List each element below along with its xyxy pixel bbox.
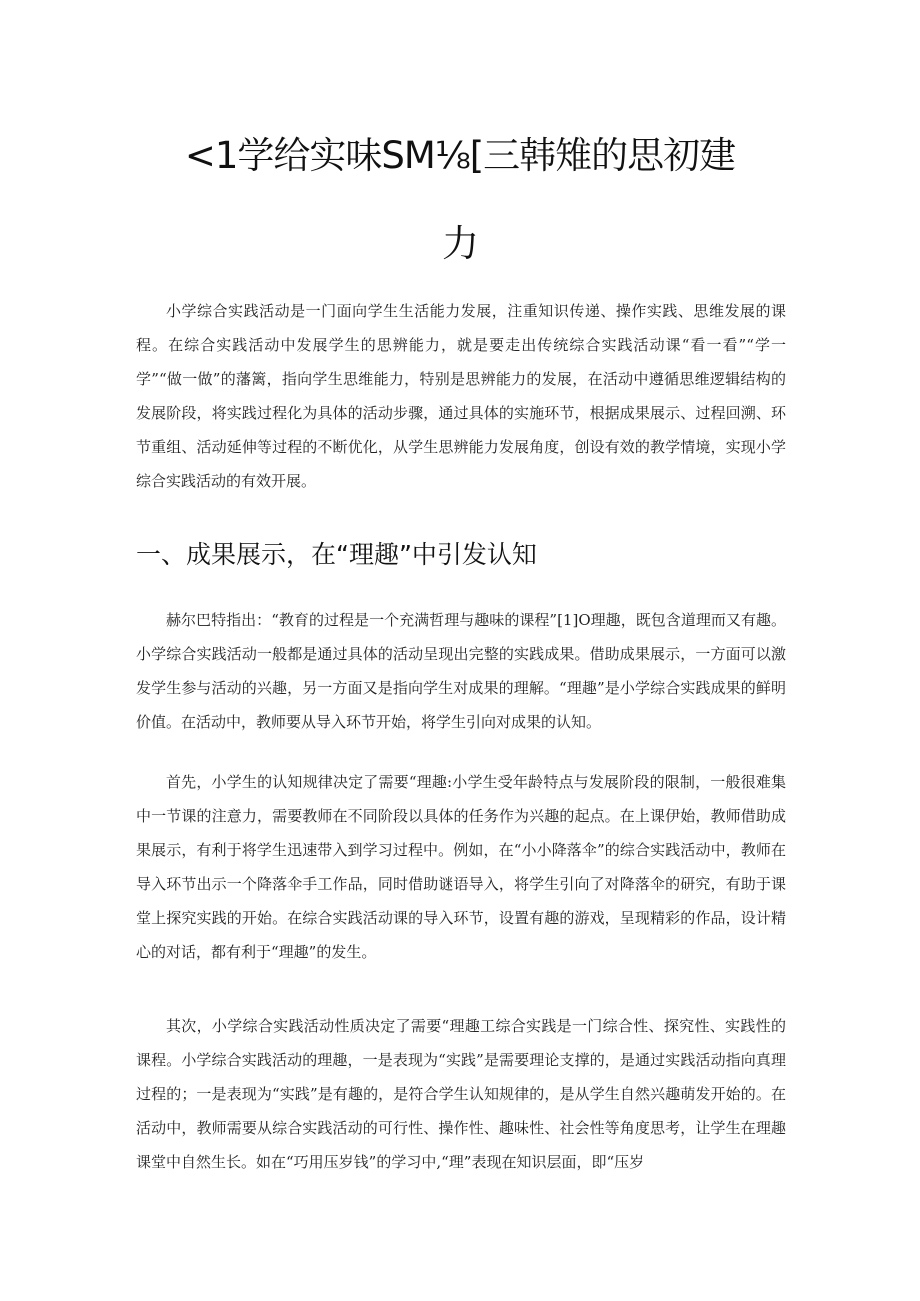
document-title-line-2: 力 xyxy=(442,222,478,265)
section-1-paragraph-2: 首先，小学生的认知规律决定了需要“理趣:小学生受年龄特点与发展阶段的限制，一般很难集中一节课的注意力，需要教师在不同阶段以具体的任务作为兴趣的起点。在上课伊始，教师借助成果展示，有利于将学生迅速带入到学习过程中。例如，在“小小降落伞”的综合实践活动中，教师在导入环节出示一个降落伞手工作品，同时借助谜语导入，将学生引向了对降落伞的研究，有助于课堂上探究实践的开始。在综合实践活动课的导入环节，设置有趣的游戏，呈现精彩的作品，设计精心的对话，都有利于“理趣”的发生。 xyxy=(136,773,786,961)
document-title-line-1: <1学给实味SM⅛[三韩雉的思初建 xyxy=(184,134,736,177)
section-1-paragraph-1: 赫尔巴特指出：“教育的过程是一个充满哲理与趣味的课程”[1]O理趣，既包含道理而又有趣。小学综合实践活动一般都是通过具体的活动呈现出完整的实践成果。借助成果展示，一方面可以激发学生参与活动的兴趣，另一方面又是指向学生对成果的理解。“理趣”是小学综合实践成果的鲜明价值。在活动中，教师要从导入环节开始，将学生引向对成果的认知。 xyxy=(136,611,786,731)
section-1-paragraph-3: 其次，小学综合实践活动性质决定了需要“理趣工综合实践是一门综合性、探究性、实践性的课程。小学综合实践活动的理趣，一是表现为“实践”是需要理论支撑的，是通过实践活动指向真理过程的；一是表现为“实践”是有趣的，是符合学生认知规律的，是从学生自然兴趣萌发开始的。在活动中，教师需要从综合实践活动的可行性、操作性、趣味性、社会性等角度思考，让学生在理趣课堂中自然生长。如在“巧用压岁钱”的学习中,“理”表现在知识层面，即“压岁 xyxy=(136,1017,786,1171)
intro-paragraph: 小学综合实践活动是一门面向学生生活能力发展，注重知识传递、操作实践、思维发展的课程。在综合实践活动中发展学生的思辨能力，就是要走出传统综合实践活动课“看一看”“学一学”“做一做”的藩篱，指向学生思维能力，特别是思辨能力的发展，在活动中遵循思维逻辑结构的发展阶段，将实践过程化为具体的活动步骤，通过具体的实施环节，根据成果展示、过程回溯、环节重组、活动延伸等过程的不断优化，从学生思辨能力发展角度，创设有效的教学情境，实现小学综合实践活动的有效开展。 xyxy=(136,302,786,490)
section-1-heading: 一、成果展示，在“理趣”中引发认知 xyxy=(136,540,537,569)
